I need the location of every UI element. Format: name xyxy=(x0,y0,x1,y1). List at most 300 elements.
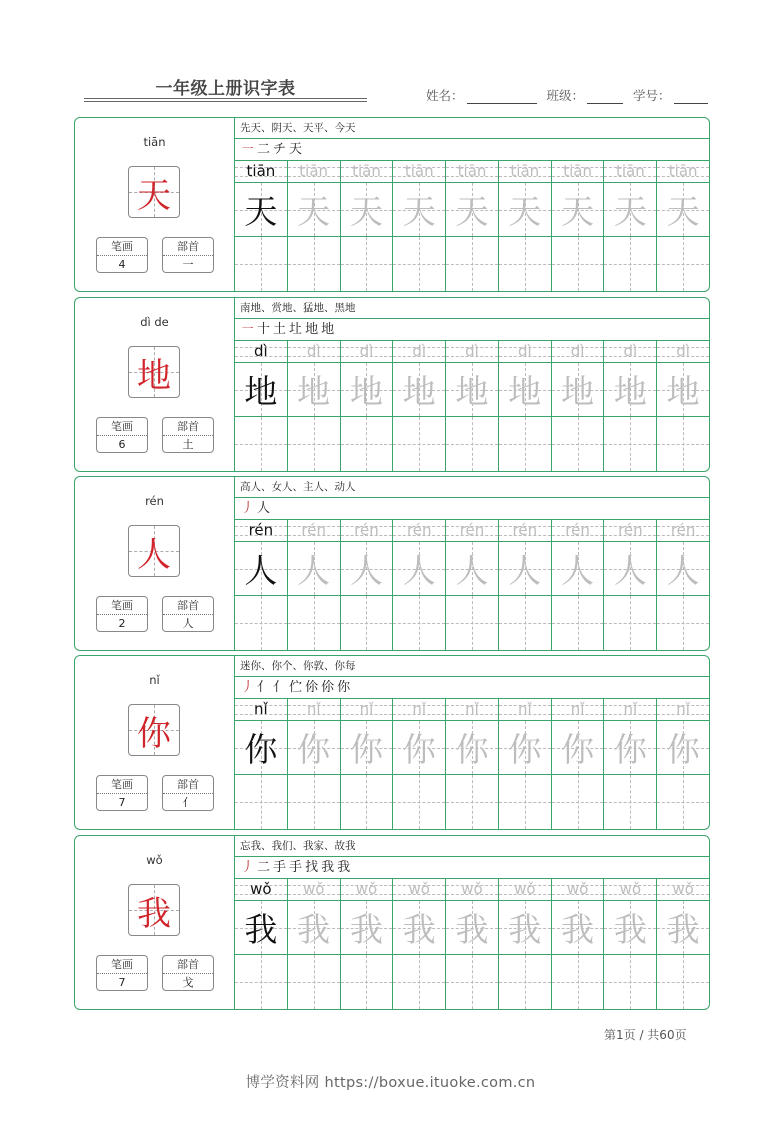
practice-grid xyxy=(235,520,709,650)
tian-grid-cell[interactable] xyxy=(657,901,709,955)
blank-tian-grid-cell[interactable] xyxy=(446,417,498,471)
pinyin-cell xyxy=(341,520,393,542)
practice-column xyxy=(393,879,446,1009)
stroke-count-box xyxy=(96,596,148,632)
pinyin-trace: tiān xyxy=(246,162,276,180)
tian-grid-cell[interactable] xyxy=(604,721,656,775)
practice-column xyxy=(393,520,446,650)
stroke-step: 找 xyxy=(305,860,322,875)
pinyin-cell xyxy=(446,520,498,542)
practice-column xyxy=(446,879,499,1009)
blank-tian-grid-cell[interactable] xyxy=(657,775,709,829)
pinyin-trace: nǐ xyxy=(517,700,532,718)
student-no-label: 学号： xyxy=(633,88,671,103)
blank-tian-grid-cell[interactable] xyxy=(499,775,551,829)
tian-grid-cell[interactable] xyxy=(552,901,604,955)
tian-grid-cell[interactable] xyxy=(235,183,287,237)
stroke-step: 你 xyxy=(337,680,354,695)
tian-grid-cell[interactable] xyxy=(604,542,656,596)
blank-tian-grid-cell[interactable] xyxy=(288,596,340,650)
blank-tian-grid-cell[interactable] xyxy=(235,596,287,650)
pinyin-cell xyxy=(341,879,393,901)
tian-grid-cell[interactable] xyxy=(393,721,445,775)
tian-grid-cell[interactable] xyxy=(499,363,551,417)
character-model: 我 xyxy=(137,893,171,934)
practice-grid xyxy=(235,699,709,829)
practice-column xyxy=(393,341,446,471)
practice-column xyxy=(604,879,657,1009)
practice-column xyxy=(604,341,657,471)
practice-column xyxy=(341,699,394,829)
pinyin-cell xyxy=(235,699,287,721)
blank-tian-grid-cell[interactable] xyxy=(235,237,287,291)
char-trace: 你 xyxy=(508,730,542,769)
practice-panel xyxy=(235,836,709,1009)
tian-grid-cell[interactable] xyxy=(604,363,656,417)
pinyin-trace: tiān xyxy=(404,162,434,180)
practice-column xyxy=(499,341,552,471)
blank-tian-grid-cell[interactable] xyxy=(604,237,656,291)
pinyin-cell xyxy=(552,520,604,542)
blank-tian-grid-cell[interactable] xyxy=(499,237,551,291)
pinyin-cell xyxy=(235,520,287,542)
stroke-step: 伱 xyxy=(305,680,322,695)
pinyin-cell xyxy=(552,341,604,363)
tian-grid-cell[interactable] xyxy=(393,901,445,955)
practice-column xyxy=(657,520,709,650)
blank-tian-grid-cell[interactable] xyxy=(235,955,287,1009)
tian-grid-cell[interactable] xyxy=(446,183,498,237)
pinyin-trace: nǐ xyxy=(254,700,268,718)
pinyin-cell xyxy=(604,161,656,183)
pinyin-cell xyxy=(499,161,551,183)
blank-tian-grid-cell[interactable] xyxy=(604,775,656,829)
character-model: 天 xyxy=(137,175,171,216)
tian-grid-cell[interactable] xyxy=(235,901,287,955)
blank-tian-grid-cell[interactable] xyxy=(604,955,656,1009)
pinyin-cell xyxy=(604,879,656,901)
stroke-count-value: 6 xyxy=(118,438,126,451)
practice-column xyxy=(657,341,709,471)
stroke-step: 伱 xyxy=(321,680,338,695)
practice-column xyxy=(499,161,552,291)
practice-panel xyxy=(235,477,709,650)
tian-grid-cell[interactable] xyxy=(341,183,393,237)
stroke-step: 手 xyxy=(289,860,306,875)
blank-tian-grid-cell[interactable] xyxy=(235,775,287,829)
char-trace: 你 xyxy=(349,730,383,769)
practice-panel xyxy=(235,118,709,291)
pinyin-trace: dì xyxy=(412,342,427,360)
char-trace: 天 xyxy=(297,192,331,231)
stroke-step: 二 xyxy=(257,860,274,875)
stroke-step: 丿 xyxy=(241,860,258,875)
char-trace: 我 xyxy=(244,910,278,949)
stroke-step: 伫 xyxy=(289,680,306,695)
practice-column xyxy=(657,699,709,829)
blank-tian-grid-cell[interactable] xyxy=(499,955,551,1009)
character-model: 你 xyxy=(137,713,171,754)
stroke-order xyxy=(235,139,709,161)
title-underline xyxy=(84,98,367,99)
radical-value: 一 xyxy=(182,258,194,271)
pinyin-cell xyxy=(393,520,445,542)
character-pinyin: tiān xyxy=(143,135,166,149)
tian-grid-cell[interactable] xyxy=(657,363,709,417)
example-words: 忘我、我们、我家、故我 xyxy=(235,836,709,857)
blank-tian-grid-cell[interactable] xyxy=(552,417,604,471)
practice-column xyxy=(393,161,446,291)
character-model-box xyxy=(128,884,180,936)
char-trace: 我 xyxy=(666,910,700,949)
tian-grid-cell[interactable] xyxy=(446,542,498,596)
char-trace: 地 xyxy=(561,372,595,411)
blank-tian-grid-cell[interactable] xyxy=(552,596,604,650)
blank-tian-grid-cell[interactable] xyxy=(288,775,340,829)
pinyin-trace: dì xyxy=(623,342,638,360)
pinyin-cell xyxy=(446,879,498,901)
pinyin-cell xyxy=(657,341,709,363)
stroke-count-box xyxy=(96,775,148,811)
char-trace: 地 xyxy=(613,372,647,411)
practice-column xyxy=(288,520,341,650)
radical-box xyxy=(162,775,214,811)
character-model: 地 xyxy=(137,355,171,396)
stroke-step: 我 xyxy=(321,860,338,875)
pinyin-trace: dì xyxy=(676,342,690,360)
blank-tian-grid-cell[interactable] xyxy=(393,417,445,471)
pinyin-trace: tiān xyxy=(352,162,381,180)
radical-label: 部首 xyxy=(163,418,213,436)
tian-grid-cell[interactable] xyxy=(657,542,709,596)
pinyin-cell xyxy=(288,699,340,721)
pinyin-cell xyxy=(446,161,498,183)
pinyin-trace: rén xyxy=(670,521,696,539)
title-underline xyxy=(84,101,367,102)
stroke-step: ㇐ xyxy=(241,142,258,157)
pinyin-cell xyxy=(657,520,709,542)
char-trace: 人 xyxy=(244,551,278,590)
character-info-panel xyxy=(75,836,235,1009)
character-info-panel xyxy=(75,656,235,829)
practice-column xyxy=(552,699,605,829)
practice-column xyxy=(499,879,552,1009)
char-trace: 你 xyxy=(561,730,595,769)
tian-grid-cell[interactable] xyxy=(552,363,604,417)
example-words: 迷你、你个、你敦、你每 xyxy=(235,656,709,677)
pinyin-cell xyxy=(393,341,445,363)
tian-grid-cell[interactable] xyxy=(604,901,656,955)
pinyin-cell xyxy=(499,341,551,363)
radical-label: 部首 xyxy=(163,238,213,256)
char-trace: 天 xyxy=(349,192,383,231)
pinyin-cell xyxy=(499,879,551,901)
pinyin-trace: wǒ xyxy=(566,880,589,898)
pinyin-trace: wǒ xyxy=(408,880,430,898)
stroke-step: 手 xyxy=(273,860,290,875)
stroke-step: 二 xyxy=(257,142,274,157)
tian-grid-cell[interactable] xyxy=(235,363,287,417)
blank-tian-grid-cell[interactable] xyxy=(288,417,340,471)
pinyin-cell xyxy=(393,879,445,901)
practice-column xyxy=(552,341,605,471)
pinyin-trace: tiān xyxy=(457,162,487,180)
blank-tian-grid-cell[interactable] xyxy=(446,955,498,1009)
practice-column xyxy=(446,699,499,829)
character-card xyxy=(74,117,710,292)
pinyin-trace: nǐ xyxy=(412,700,427,718)
practice-column xyxy=(604,520,657,650)
pinyin-cell xyxy=(288,879,340,901)
blank-tian-grid-cell[interactable] xyxy=(552,955,604,1009)
pinyin-trace: tiān xyxy=(510,162,540,180)
stroke-step: 丿 xyxy=(241,680,258,695)
blank-tian-grid-cell[interactable] xyxy=(657,417,709,471)
radical-label: 部首 xyxy=(163,776,213,794)
pinyin-trace: rén xyxy=(248,521,274,539)
stroke-count-value: 4 xyxy=(118,258,126,271)
stroke-count-label: 笔画 xyxy=(97,776,147,794)
pinyin-trace: wǒ xyxy=(302,880,325,898)
character-info-panel xyxy=(75,298,235,471)
blank-tian-grid-cell[interactable] xyxy=(446,596,498,650)
practice-grid xyxy=(235,879,709,1009)
tian-grid-cell[interactable] xyxy=(288,721,340,775)
pinyin-trace: wǒ xyxy=(355,880,378,898)
pinyin-trace: wǒ xyxy=(461,880,483,898)
pinyin-cell xyxy=(288,341,340,363)
char-trace: 我 xyxy=(508,910,542,949)
practice-column xyxy=(235,879,288,1009)
stroke-step: 丿 xyxy=(241,501,258,516)
tian-grid-cell[interactable] xyxy=(552,183,604,237)
blank-tian-grid-cell[interactable] xyxy=(393,237,445,291)
pinyin-cell xyxy=(341,161,393,183)
practice-panel xyxy=(235,298,709,471)
blank-tian-grid-cell[interactable] xyxy=(288,237,340,291)
tian-grid-cell[interactable] xyxy=(446,721,498,775)
blank-tian-grid-cell[interactable] xyxy=(288,955,340,1009)
footer-source: 博学资料网 https://boxue.ituoke.com.cn xyxy=(245,1075,536,1091)
pinyin-cell xyxy=(552,699,604,721)
pinyin-cell xyxy=(446,341,498,363)
character-pinyin: rén xyxy=(145,494,164,508)
tian-grid-cell[interactable] xyxy=(446,363,498,417)
char-trace: 人 xyxy=(561,551,595,590)
pinyin-trace: nǐ xyxy=(623,700,638,718)
blank-tian-grid-cell[interactable] xyxy=(446,775,498,829)
pinyin-trace: dì xyxy=(517,342,532,360)
stroke-step: 我 xyxy=(337,860,354,875)
blank-tian-grid-cell[interactable] xyxy=(499,417,551,471)
tian-grid-cell[interactable] xyxy=(499,542,551,596)
tian-grid-cell[interactable] xyxy=(393,183,445,237)
character-pinyin: nǐ xyxy=(149,673,160,687)
stroke-count-label: 笔画 xyxy=(97,956,147,974)
pinyin-trace: dì xyxy=(254,342,268,360)
pinyin-trace: wǒ xyxy=(672,880,694,898)
example-words: 先天、阴天、天平、今天 xyxy=(235,118,709,139)
stroke-step: 天 xyxy=(289,142,306,157)
pinyin-trace: nǐ xyxy=(465,700,479,718)
tian-grid-cell[interactable] xyxy=(499,721,551,775)
tian-grid-cell[interactable] xyxy=(288,363,340,417)
pinyin-cell xyxy=(235,879,287,901)
tian-grid-cell[interactable] xyxy=(341,721,393,775)
class-field[interactable] xyxy=(587,89,623,104)
pinyin-cell xyxy=(604,341,656,363)
blank-tian-grid-cell[interactable] xyxy=(499,596,551,650)
blank-tian-grid-cell[interactable] xyxy=(341,596,393,650)
blank-tian-grid-cell[interactable] xyxy=(341,417,393,471)
tian-grid-cell[interactable] xyxy=(288,901,340,955)
practice-column xyxy=(288,341,341,471)
blank-tian-grid-cell[interactable] xyxy=(235,417,287,471)
stroke-count-value: 7 xyxy=(118,976,126,989)
char-trace: 地 xyxy=(666,372,700,411)
char-trace: 你 xyxy=(666,730,700,769)
stroke-step: ㇐ xyxy=(241,322,258,337)
pinyin-trace: dì xyxy=(465,342,479,360)
practice-column xyxy=(288,161,341,291)
blank-tian-grid-cell[interactable] xyxy=(341,775,393,829)
stroke-order xyxy=(235,319,709,341)
tian-grid-cell[interactable] xyxy=(604,183,656,237)
practice-column xyxy=(288,699,341,829)
tian-grid-cell[interactable] xyxy=(552,721,604,775)
character-card xyxy=(74,297,710,472)
tian-grid-cell[interactable] xyxy=(446,901,498,955)
char-trace: 人 xyxy=(349,551,383,590)
char-trace: 天 xyxy=(613,192,647,231)
pinyin-cell xyxy=(657,161,709,183)
pinyin-cell xyxy=(341,699,393,721)
pinyin-trace: nǐ xyxy=(359,700,374,718)
radical-value: 人 xyxy=(182,617,194,630)
blank-tian-grid-cell[interactable] xyxy=(552,775,604,829)
char-trace: 你 xyxy=(244,730,278,769)
blank-tian-grid-cell[interactable] xyxy=(552,237,604,291)
practice-column xyxy=(341,161,394,291)
char-trace: 你 xyxy=(402,730,436,769)
pinyin-trace: tiān xyxy=(563,162,592,180)
practice-column xyxy=(499,520,552,650)
pinyin-trace: nǐ xyxy=(306,700,321,718)
practice-column xyxy=(393,699,446,829)
stroke-step: 十 xyxy=(257,322,274,337)
stroke-count-value: 2 xyxy=(118,617,126,630)
practice-column xyxy=(604,161,657,291)
pinyin-cell xyxy=(552,161,604,183)
pinyin-cell xyxy=(657,879,709,901)
pinyin-trace: wǒ xyxy=(619,880,642,898)
stroke-step: 人 xyxy=(257,501,274,516)
tian-grid-cell[interactable] xyxy=(288,542,340,596)
tian-grid-cell[interactable] xyxy=(552,542,604,596)
character-card xyxy=(74,835,710,1010)
pinyin-cell xyxy=(446,699,498,721)
practice-column xyxy=(341,341,394,471)
radical-box xyxy=(162,955,214,991)
pinyin-trace: rén xyxy=(459,521,485,539)
tian-grid-cell[interactable] xyxy=(341,363,393,417)
pinyin-trace: rén xyxy=(354,521,379,539)
pinyin-cell xyxy=(499,699,551,721)
pinyin-cell xyxy=(288,161,340,183)
blank-tian-grid-cell[interactable] xyxy=(341,237,393,291)
stroke-count-value: 7 xyxy=(118,796,126,809)
blank-tian-grid-cell[interactable] xyxy=(446,237,498,291)
practice-column xyxy=(235,699,288,829)
pinyin-cell xyxy=(235,161,287,183)
pinyin-trace: nǐ xyxy=(676,700,690,718)
blank-tian-grid-cell[interactable] xyxy=(604,596,656,650)
practice-column xyxy=(288,879,341,1009)
example-words: 高人、女人、主人、动人 xyxy=(235,477,709,498)
tian-grid-cell[interactable] xyxy=(341,901,393,955)
blank-tian-grid-cell[interactable] xyxy=(657,596,709,650)
blank-tian-grid-cell[interactable] xyxy=(341,955,393,1009)
tian-grid-cell[interactable] xyxy=(393,542,445,596)
page-indicator: 第1页 / 共60页 xyxy=(604,1028,687,1042)
stroke-order xyxy=(235,857,709,879)
name-label: 姓名： xyxy=(426,88,464,103)
stroke-step: チ xyxy=(273,142,290,157)
pinyin-trace: dì xyxy=(306,342,321,360)
blank-tian-grid-cell[interactable] xyxy=(393,955,445,1009)
character-info-panel xyxy=(75,477,235,650)
pinyin-trace: nǐ xyxy=(570,700,585,718)
practice-column xyxy=(657,879,709,1009)
tian-grid-cell[interactable] xyxy=(657,721,709,775)
stroke-count-label: 笔画 xyxy=(97,418,147,436)
tian-grid-cell[interactable] xyxy=(235,721,287,775)
practice-column xyxy=(446,161,499,291)
char-trace: 你 xyxy=(455,730,489,769)
student-no-field[interactable] xyxy=(674,89,708,104)
char-trace: 地 xyxy=(455,372,489,411)
char-trace: 我 xyxy=(613,910,647,949)
pinyin-trace: tiān xyxy=(615,162,645,180)
stroke-order xyxy=(235,677,709,699)
blank-tian-grid-cell[interactable] xyxy=(393,596,445,650)
stroke-step: 圵 xyxy=(289,322,306,337)
tian-grid-cell[interactable] xyxy=(657,183,709,237)
practice-column xyxy=(446,341,499,471)
stroke-step: 亻 xyxy=(257,680,274,695)
blank-tian-grid-cell[interactable] xyxy=(657,237,709,291)
practice-column xyxy=(657,161,709,291)
tian-grid-cell[interactable] xyxy=(393,363,445,417)
practice-column xyxy=(552,879,605,1009)
character-card xyxy=(74,476,710,651)
pinyin-trace: dì xyxy=(570,342,585,360)
blank-tian-grid-cell[interactable] xyxy=(393,775,445,829)
practice-column xyxy=(235,341,288,471)
name-field[interactable] xyxy=(467,89,537,104)
practice-grid xyxy=(235,161,709,291)
tian-grid-cell[interactable] xyxy=(288,183,340,237)
tian-grid-cell[interactable] xyxy=(499,183,551,237)
blank-tian-grid-cell[interactable] xyxy=(604,417,656,471)
blank-tian-grid-cell[interactable] xyxy=(657,955,709,1009)
char-trace: 天 xyxy=(244,192,278,231)
tian-grid-cell[interactable] xyxy=(499,901,551,955)
tian-grid-cell[interactable] xyxy=(341,542,393,596)
tian-grid-cell[interactable] xyxy=(235,542,287,596)
pinyin-cell xyxy=(552,879,604,901)
practice-column xyxy=(499,699,552,829)
